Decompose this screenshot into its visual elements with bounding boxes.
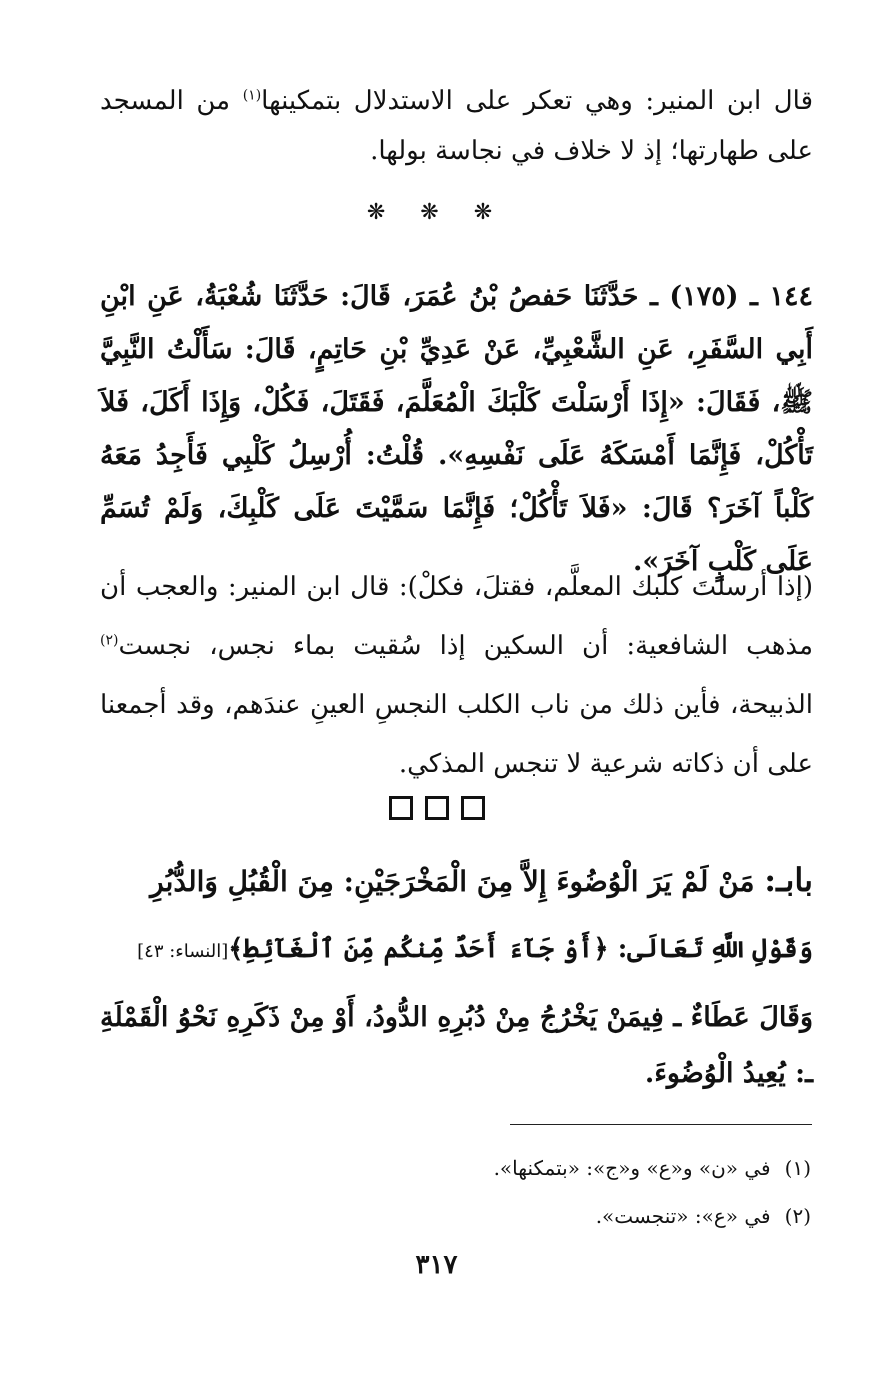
- paragraph1-text-a: قال ابن المنير: وهي تعكر على الاستدلال بتمكينها: [261, 86, 813, 116]
- footnote-2: [300, 1192, 811, 1240]
- paragraph-ibn-munir-1: [100, 76, 813, 176]
- quran-verse: ﴿أَوْ جَآءَ أَحَدٌ مِّنكُم مِّنَ ٱلْغَآئِطِ﴾: [228, 934, 609, 964]
- page-number: ٣١٧: [415, 1250, 458, 1280]
- footnote-ref-2[interactable]: (٢): [100, 632, 119, 649]
- divider-box: [461, 796, 485, 820]
- quran-citation: [100, 924, 813, 977]
- ata-statement: وَقَالَ عَطَاءٌ ـ فِيمَنْ يَخْرُجُ مِنْ دُبُرِهِ الدُّودُ، أَوْ مِنْ ذَكَرِهِ نَحْوُ الْقَمْلَةِ ـ: يُعِيدُ الْوُضُوءَ.: [100, 1002, 813, 1089]
- paragraph1-text-b: من المسجد على طهارتها؛ إذ لا خلاف في نجاسة بولها.: [100, 86, 813, 166]
- section-divider-boxes: [0, 796, 873, 820]
- footnote-divider: [510, 1124, 812, 1125]
- quran-intro: وَقَوْلِ اللَّهِ تَعَالَى:: [608, 934, 813, 964]
- footnote-1-number: (١): [784, 1156, 811, 1180]
- divider-box: [389, 796, 413, 820]
- hadith-144: ١٤٤ ـ (١٧٥) ـ حَدَّثَنَا حَفصُ بْنُ عُمَرَ، قَالَ: حَدَّثَنَا شُعْبَةُ، عَنِ ابْنِ أَبِي السَّفَرِ، عَنِ الشَّعْبِيِّ، عَنْ عَدِيِّ بْنِ حَاتِمٍ، قَالَ: سَأَلْتُ النَّبِيَّ ﷺ، فَقَالَ: «إِذَا أَرْسَلْتَ كَلْبَكَ الْمُعَلَّمَ، فَقَتَلَ، فَكُلْ، وَإِذَا أَكَلَ، فَلاَ تَأْكُلْ، فَإِنَّمَا أَمْسَكَهُ عَلَى نَفْسِهِ». قُلْتُ: أُرْسِلُ كَلْبِي فَأَجِدُ مَعَهُ كَلْباً آخَرَ؟ قَالَ: «فَلاَ تَأْكُلْ؛ فَإِنَّمَا سَمَّيْتَ عَلَى كَلْبِكَ، وَلَمْ تُسَمِّ عَلَى كَلْبٍ آخَرَ».: [100, 281, 813, 577]
- chapter-heading: [100, 852, 813, 910]
- commentary-text-b: الذبيحة، فأين ذلك من ناب الكلب النجسِ العينِ عندَهم، وقد أجمعنا على أن ذكاته شرعية لا تنجس المذكي.: [100, 690, 813, 779]
- separator-stars: ❋ ❋ ❋: [366, 200, 507, 225]
- footnote-ref-1[interactable]: (١): [242, 87, 262, 104]
- chapter-title-text: مَنْ لَمْ يَرَ الْوُضُوءَ إِلاَّ مِنَ الْمَخْرَجَيْنِ: مِنَ الْقُبُلِ وَالدُّبُرِ: [150, 865, 765, 898]
- footnote-1: [300, 1144, 811, 1192]
- footnote-2-text: في «ع»: «تنجست».: [595, 1204, 771, 1228]
- commentary-paragraph: [100, 558, 813, 794]
- chapter-bab-label: بابـ:: [764, 861, 813, 899]
- footnote-1-text: في «ن» و«ع» و«ج»: «بتمكنها».: [493, 1156, 771, 1180]
- footnote-2-number: (٢): [784, 1204, 811, 1228]
- commentary-text-a: (إذا أرسلتَ كلبك المعلَّم، فقتلَ، فكلْ): قال ابن المنير: والعجب أن مذهب الشافعية: أن السكين إذا سُقيت بماء نجس، نجست: [100, 572, 813, 661]
- divider-box: [425, 796, 449, 820]
- quran-reference: [النساء: ٤٣]: [137, 941, 229, 962]
- footnotes: [300, 1144, 811, 1240]
